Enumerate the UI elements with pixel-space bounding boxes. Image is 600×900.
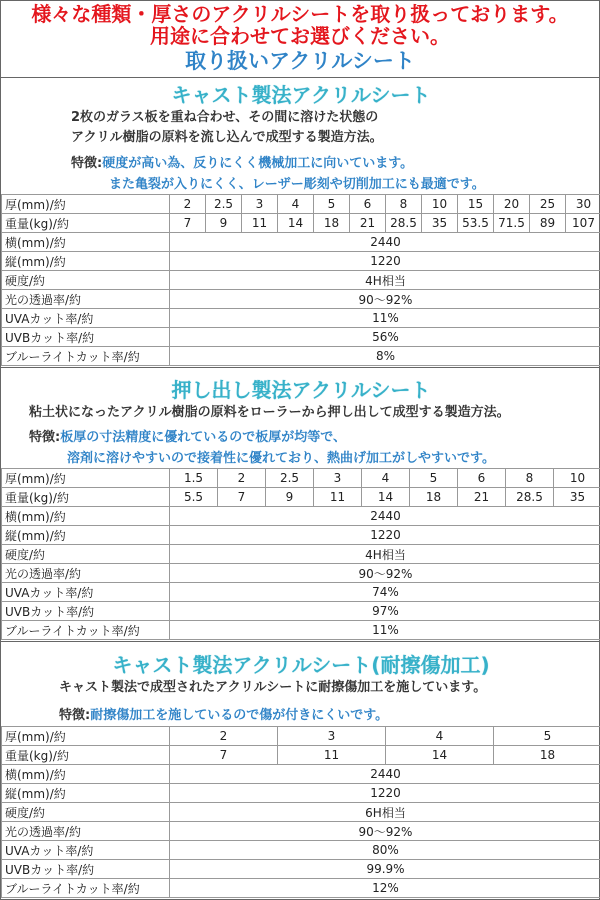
thickness-cell: 10 <box>422 195 458 214</box>
spec-row <box>2 822 600 841</box>
row-label: 光の透過率/約 <box>2 822 170 841</box>
weight-cell: 18 <box>494 746 600 765</box>
thickness-cell: 2.5 <box>206 195 242 214</box>
weight-cell: 28.5 <box>506 488 554 507</box>
thickness-cell: 3 <box>314 469 362 488</box>
thickness-cell: 5 <box>314 195 350 214</box>
section-divider <box>1 641 600 642</box>
header-line-2: 用途に合わせてお選びください。 <box>150 24 450 48</box>
section-extruded <box>1 377 600 469</box>
thickness-cell: 30 <box>566 195 600 214</box>
row-label: 厚(mm)/約 <box>2 195 170 214</box>
spec-value: 4H相当 <box>170 271 600 290</box>
spec-row <box>2 841 600 860</box>
feature-label: 特徴: <box>29 430 61 445</box>
spec-row <box>2 803 600 822</box>
section-title: キャスト製法アクリルシート(耐擦傷加工) <box>112 653 490 677</box>
thickness-cell: 20 <box>494 195 530 214</box>
spec-row <box>2 347 600 366</box>
spec-value: 4H相当 <box>170 545 600 564</box>
feature-line-1 <box>1 427 600 448</box>
weight-cell: 11 <box>314 488 362 507</box>
section-cast <box>1 79 600 195</box>
spec-row <box>2 545 600 564</box>
weight-row <box>2 214 600 233</box>
weight-cell: 7 <box>170 746 278 765</box>
spec-row <box>2 765 600 784</box>
spec-value: 80% <box>170 841 600 860</box>
thickness-row <box>2 469 600 488</box>
weight-cell: 107 <box>566 214 600 233</box>
weight-cell: 89 <box>530 214 566 233</box>
thickness-cell: 2 <box>218 469 266 488</box>
spec-row <box>2 507 600 526</box>
feature-line-2: また亀裂が入りにくく、レーザー彫刻や切削加工にも最適です。 <box>109 177 485 192</box>
weight-row <box>2 746 600 765</box>
thickness-cell: 1.5 <box>170 469 218 488</box>
row-label: UVAカット率/約 <box>2 583 170 602</box>
thickness-cell: 5 <box>494 727 600 746</box>
thickness-cell: 6 <box>458 469 506 488</box>
spec-value: 1220 <box>170 526 600 545</box>
spec-value: 90～92% <box>170 822 600 841</box>
row-label: UVBカット率/約 <box>2 602 170 621</box>
spec-row <box>2 233 600 252</box>
thickness-cell: 6 <box>350 195 386 214</box>
spec-row <box>2 784 600 803</box>
section-divider <box>1 367 600 368</box>
spec-value: 11% <box>170 621 600 640</box>
weight-cell: 28.5 <box>386 214 422 233</box>
row-label: 重量(kg)/約 <box>2 214 170 233</box>
row-label: ブルーライトカット率/約 <box>2 347 170 366</box>
spec-row <box>2 271 600 290</box>
row-label: UVBカット率/約 <box>2 860 170 879</box>
weight-cell: 7 <box>218 488 266 507</box>
row-label: 縦(mm)/約 <box>2 252 170 271</box>
spec-value: 90～92% <box>170 290 600 309</box>
weight-cell: 21 <box>350 214 386 233</box>
thickness-cell: 25 <box>530 195 566 214</box>
weight-cell: 7 <box>170 214 206 233</box>
spec-value: 11% <box>170 309 600 328</box>
spec-value: 97% <box>170 602 600 621</box>
feature-text: 板厚の寸法精度に優れているので板厚が均等で、 <box>60 430 346 445</box>
weight-cell: 14 <box>278 214 314 233</box>
thickness-cell: 4 <box>278 195 314 214</box>
row-label: ブルーライトカット率/約 <box>2 621 170 640</box>
weight-cell: 18 <box>410 488 458 507</box>
header <box>1 1 599 78</box>
row-label: 重量(kg)/約 <box>2 746 170 765</box>
spec-row <box>2 621 600 640</box>
spec-value: 8% <box>170 347 600 366</box>
section-description-1: 2枚のガラス板を重ね合わせ、その間に溶けた状態の <box>71 110 379 125</box>
spec-row <box>2 252 600 271</box>
feature-line-1 <box>1 153 600 174</box>
spec-value: 2440 <box>170 507 600 526</box>
spec-row <box>2 879 600 898</box>
weight-cell: 11 <box>278 746 386 765</box>
weight-cell: 35 <box>554 488 600 507</box>
row-label: 硬度/約 <box>2 545 170 564</box>
row-label: 光の透過率/約 <box>2 564 170 583</box>
row-label: ブルーライトカット率/約 <box>2 879 170 898</box>
spec-row <box>2 602 600 621</box>
section-description-1: キャスト製法で成型されたアクリルシートに耐擦傷加工を施しています。 <box>59 680 487 695</box>
row-label: 厚(mm)/約 <box>2 727 170 746</box>
weight-cell: 18 <box>314 214 350 233</box>
spec-value: 1220 <box>170 252 600 271</box>
spec-row <box>2 526 600 545</box>
thickness-cell: 2.5 <box>266 469 314 488</box>
row-label: UVBカット率/約 <box>2 328 170 347</box>
spec-row <box>2 290 600 309</box>
row-label: UVAカット率/約 <box>2 309 170 328</box>
row-label: 重量(kg)/約 <box>2 488 170 507</box>
section-cast-scratch-resistant <box>1 652 600 726</box>
weight-cell: 35 <box>422 214 458 233</box>
spec-row <box>2 860 600 879</box>
weight-row <box>2 488 600 507</box>
weight-cell: 53.5 <box>458 214 494 233</box>
thickness-row <box>2 195 600 214</box>
spec-value: 90～92% <box>170 564 600 583</box>
spec-table-cast-scratch-resistant <box>1 726 600 898</box>
row-label: 横(mm)/約 <box>2 507 170 526</box>
spec-value: 74% <box>170 583 600 602</box>
weight-cell: 5.5 <box>170 488 218 507</box>
feature-label: 特徴: <box>59 708 91 723</box>
thickness-cell: 3 <box>278 727 386 746</box>
feature-text: 硬度が高い為、反りにくく機械加工に向いています。 <box>102 156 414 171</box>
row-label: 縦(mm)/約 <box>2 526 170 545</box>
spec-value: 56% <box>170 328 600 347</box>
row-label: 横(mm)/約 <box>2 765 170 784</box>
weight-cell: 14 <box>362 488 410 507</box>
row-label: 縦(mm)/約 <box>2 784 170 803</box>
thickness-cell: 2 <box>170 195 206 214</box>
feature-text: 耐擦傷加工を施しているので傷が付きにくいです。 <box>90 708 389 723</box>
weight-cell: 9 <box>206 214 242 233</box>
thickness-cell: 10 <box>554 469 600 488</box>
spec-value: 99.9% <box>170 860 600 879</box>
feature-line-2: 溶剤に溶けやすいので接着性に優れており、熱曲げ加工がしやすいです。 <box>67 451 495 466</box>
section-title: キャスト製法アクリルシート <box>171 83 431 107</box>
thickness-cell: 3 <box>242 195 278 214</box>
spec-row <box>2 564 600 583</box>
spec-row <box>2 309 600 328</box>
weight-cell: 14 <box>386 746 494 765</box>
spec-value: 12% <box>170 879 600 898</box>
thickness-cell: 8 <box>506 469 554 488</box>
thickness-cell: 2 <box>170 727 278 746</box>
spec-value: 2440 <box>170 765 600 784</box>
weight-cell: 9 <box>266 488 314 507</box>
thickness-cell: 4 <box>362 469 410 488</box>
spec-table-cast <box>1 194 600 366</box>
spec-value: 2440 <box>170 233 600 252</box>
thickness-cell: 4 <box>386 727 494 746</box>
section-description-1: 粘土状になったアクリル樹脂の原料をローラーから押し出して成型する製造方法。 <box>29 405 510 420</box>
thickness-cell: 8 <box>386 195 422 214</box>
feature-line-1 <box>1 705 600 726</box>
feature-label: 特徴: <box>71 156 103 171</box>
row-label: 硬度/約 <box>2 803 170 822</box>
header-subtitle: 取り扱いアクリルシート <box>185 49 415 73</box>
weight-cell: 11 <box>242 214 278 233</box>
spec-table-extruded <box>1 468 600 640</box>
thickness-cell: 5 <box>410 469 458 488</box>
spec-row <box>2 583 600 602</box>
weight-cell: 21 <box>458 488 506 507</box>
section-title: 押し出し製法アクリルシート <box>171 378 431 402</box>
thickness-row <box>2 727 600 746</box>
section-description-2: アクリル樹脂の原料を流し込んで成型する製造方法。 <box>71 130 383 145</box>
spec-value: 6H相当 <box>170 803 600 822</box>
row-label: 光の透過率/約 <box>2 290 170 309</box>
header-line-1: 様々な種類・厚さのアクリルシートを取り扱っております。 <box>31 2 569 26</box>
row-label: 横(mm)/約 <box>2 233 170 252</box>
spec-value: 1220 <box>170 784 600 803</box>
thickness-cell: 15 <box>458 195 494 214</box>
row-label: 厚(mm)/約 <box>2 469 170 488</box>
row-label: 硬度/約 <box>2 271 170 290</box>
row-label: UVAカット率/約 <box>2 841 170 860</box>
spec-row <box>2 328 600 347</box>
weight-cell: 71.5 <box>494 214 530 233</box>
